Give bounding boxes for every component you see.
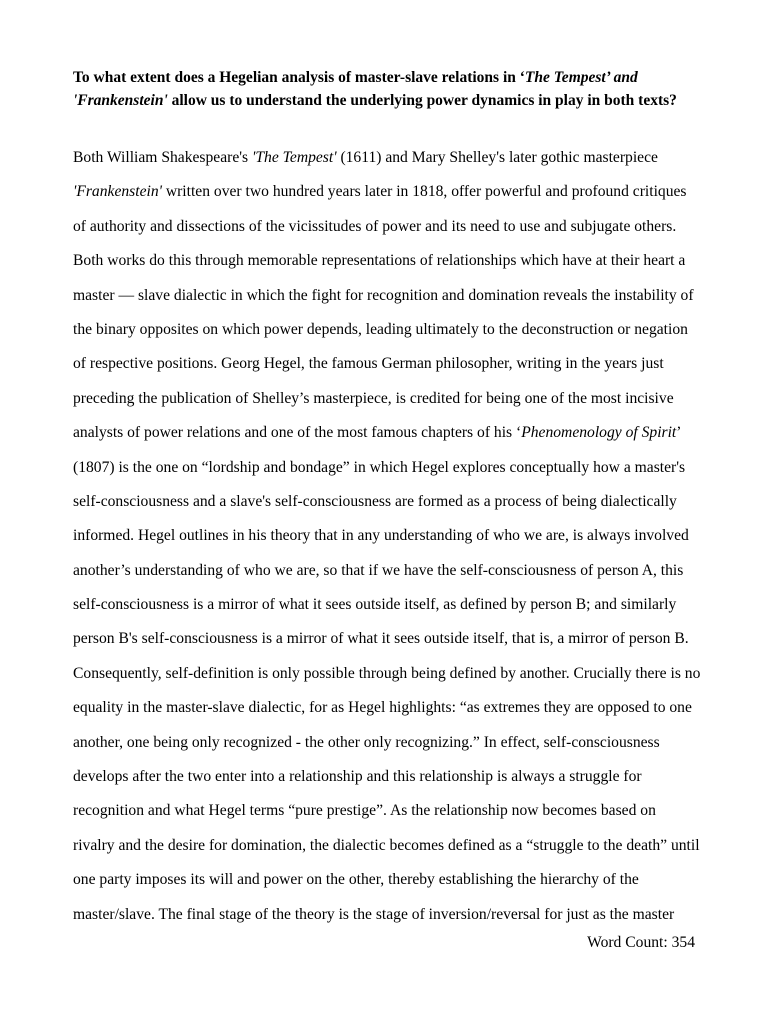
title-line bbox=[73, 66, 703, 89]
body-line bbox=[73, 829, 705, 863]
text-run: person B's self-consciousness is a mirror of what it sees outside itself, that is, a mirror of person B. bbox=[73, 630, 689, 648]
text-run: To what extent does a Hegelian analysis of master-slave relations in ‘ bbox=[73, 69, 525, 86]
text-run: rivalry and the desire for domination, the dialectic becomes defined as a “struggle to the death” until bbox=[73, 836, 700, 854]
text-run: ’ bbox=[676, 424, 682, 442]
body-line bbox=[73, 554, 705, 588]
body-line bbox=[73, 657, 705, 691]
body-line bbox=[73, 313, 705, 347]
essay-body bbox=[73, 141, 705, 932]
italic-text-run: Phenomenology of Spirit bbox=[521, 424, 677, 442]
body-line bbox=[73, 210, 705, 244]
text-run: self-consciousness is a mirror of what it sees outside itself, as defined by person B; and similarly bbox=[73, 596, 677, 614]
text-run: of authority and dissections of the vicissitudes of power and its need to use and subjugate others. bbox=[73, 217, 677, 235]
italic-text-run: The Tempest’ and bbox=[524, 69, 638, 86]
title-line bbox=[73, 89, 703, 112]
text-run: of respective positions. Georg Hegel, the famous German philosopher, writing in the years just bbox=[73, 355, 664, 373]
text-run: informed. Hegel outlines in his theory that in any understanding of who we are, is always involved bbox=[73, 527, 689, 545]
body-line bbox=[73, 691, 705, 725]
italic-text-run: 'Frankenstein' bbox=[73, 183, 162, 201]
text-run: one party imposes its will and power on the other, thereby establishing the hierarchy of the bbox=[73, 871, 639, 889]
text-run: (1807) is the one on “lordship and bondage” in which Hegel explores conceptually how a master's bbox=[73, 458, 686, 476]
body-line bbox=[73, 451, 705, 485]
text-run: allow us to understand the underlying power dynamics in play in both texts? bbox=[167, 92, 677, 109]
body-line bbox=[73, 416, 705, 450]
essay-question-title bbox=[73, 66, 703, 112]
text-run: equality in the master-slave dialectic, for as Hegel highlights: “as extremes they are opposed to one bbox=[73, 699, 692, 717]
text-run: master — slave dialectic in which the fight for recognition and domination reveals the instability of bbox=[73, 286, 694, 304]
text-run: analysts of power relations and one of the most famous chapters of his ‘ bbox=[73, 424, 522, 442]
italic-text-run: 'The Tempest' bbox=[252, 149, 337, 166]
body-line bbox=[73, 726, 705, 760]
body-line bbox=[73, 175, 705, 209]
body-line bbox=[73, 760, 705, 794]
body-line bbox=[73, 141, 705, 175]
text-run: recognition and what Hegel terms “pure prestige”. As the relationship now becomes based on bbox=[73, 802, 656, 820]
text-run: self-consciousness and a slave's self-consciousness are formed as a process of being dialectically bbox=[73, 492, 677, 510]
body-line bbox=[73, 382, 705, 416]
text-run: master/slave. The final stage of the theory is the stage of inversion/reversal for just as the master bbox=[73, 905, 675, 923]
body-line bbox=[73, 279, 705, 313]
body-line bbox=[73, 588, 705, 622]
text-run: written over two hundred years later in 1818, offer powerful and profound critiques bbox=[161, 183, 687, 201]
text-run: another, one being only recognized - the other only recognizing.” In effect, self-consciousness bbox=[73, 733, 660, 751]
text-run: the binary opposites on which power depends, leading ultimately to the deconstruction or negation bbox=[73, 320, 688, 338]
word-count: Word Count: 354 bbox=[587, 934, 695, 951]
body-line bbox=[73, 347, 705, 381]
body-line bbox=[73, 898, 705, 932]
text-run: Consequently, self-definition is only possible through being defined by another. Crucially there is no bbox=[73, 664, 701, 682]
body-line bbox=[73, 485, 705, 519]
text-run: Both works do this through memorable representations of relationships which have at their heart a bbox=[73, 252, 686, 270]
text-run: preceding the publication of Shelley’s masterpiece, is credited for being one of the most incisive bbox=[73, 389, 674, 407]
body-line bbox=[73, 244, 705, 278]
text-run: (1611) and Mary Shelley's later gothic masterpiece bbox=[336, 149, 658, 166]
body-line bbox=[73, 863, 705, 897]
text-run: another’s understanding of who we are, so that if we have the self-consciousness of person A, this bbox=[73, 561, 684, 579]
body-line bbox=[73, 794, 705, 828]
body-line bbox=[73, 519, 705, 553]
italic-text-run: 'Frankenstein' bbox=[73, 92, 168, 109]
text-run: develops after the two enter into a relationship and this relationship is always a struggle for bbox=[73, 768, 642, 786]
text-run: Both William Shakespeare's bbox=[73, 149, 253, 166]
body-line bbox=[73, 622, 705, 656]
